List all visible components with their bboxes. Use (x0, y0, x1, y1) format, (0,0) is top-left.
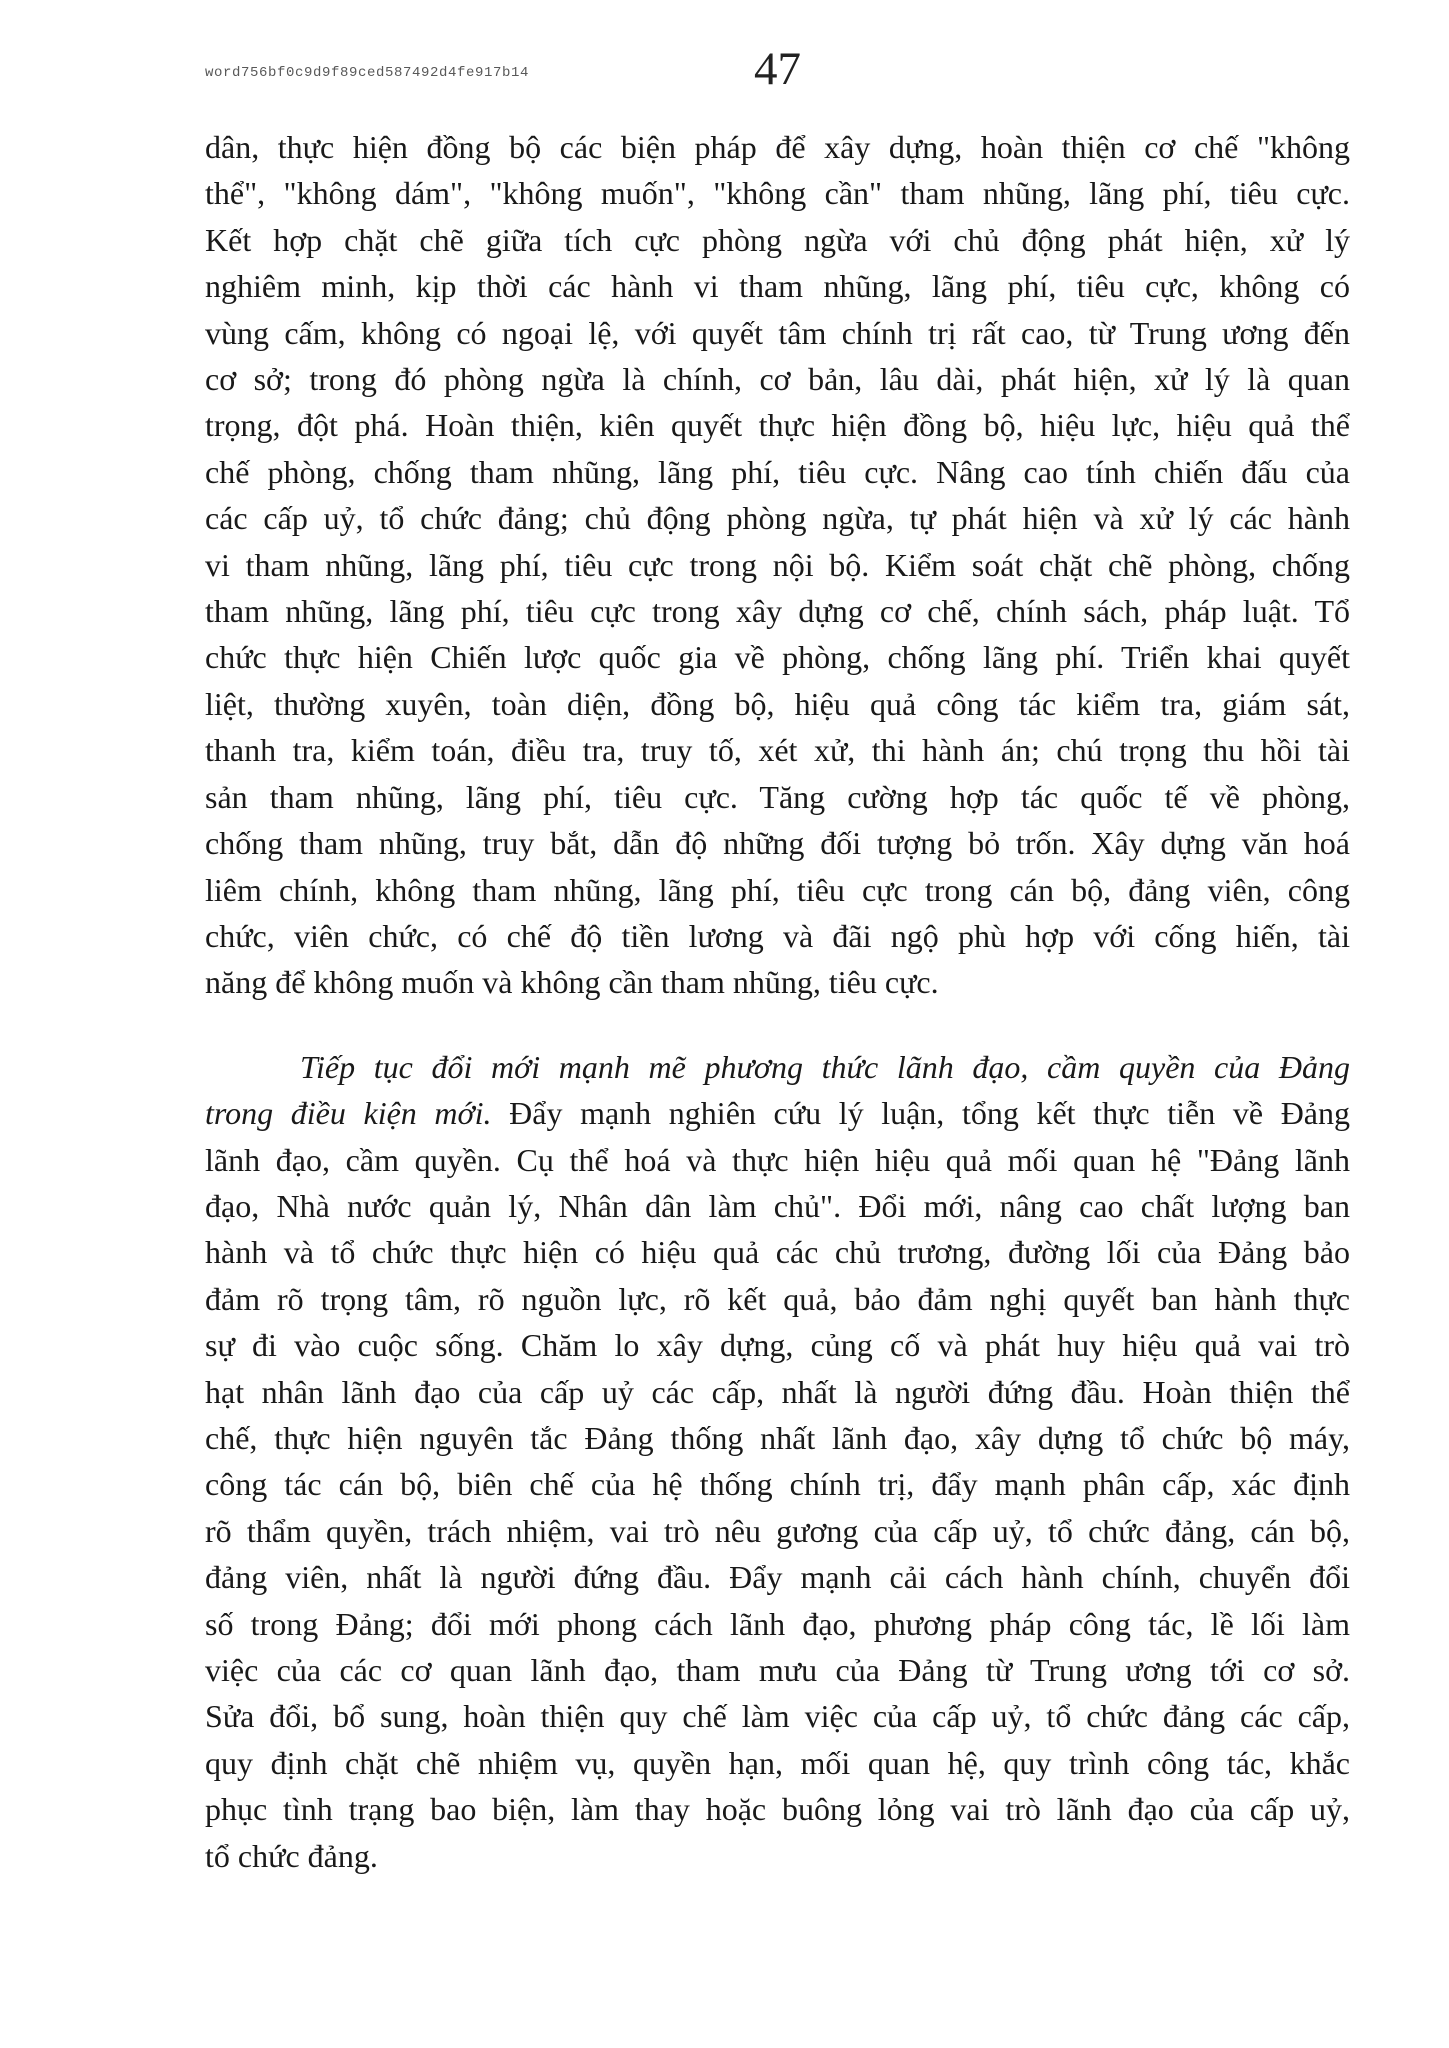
text-segment: Sửa đổi, bổ sung, hoàn thiện quy chế làm việc của cấp uỷ, tổ chức đảng các cấp, (205, 1698, 1350, 1735)
text-segment: trọng, đột phá. Hoàn thiện, kiên quyết thực hiện đồng bộ, hiệu lực, hiệu quả thể (205, 407, 1350, 444)
text-segment: tổ chức đảng. (205, 1837, 378, 1874)
text-segment: dân, thực hiện đồng bộ các biện pháp để xây dựng, hoàn thiện cơ chế "không (205, 129, 1350, 165)
text-line (205, 1833, 1350, 1879)
text-line (205, 634, 1350, 680)
text-segment: sản tham nhũng, lãng phí, tiêu cực. Tăng cường hợp tác quốc tế về phòng, (205, 778, 1350, 815)
paragraph-1 (205, 124, 1350, 1006)
text-line (205, 1554, 1350, 1600)
text-line (205, 1276, 1350, 1322)
text-line (205, 1183, 1350, 1229)
text-line (205, 170, 1350, 216)
italic-text-segment: Tiếp tục đổi mới mạnh mẽ phương thức lãnh đạo, cầm quyền của Đảng (300, 1048, 1350, 1085)
text-segment: chế phòng, chống tham nhũng, lãng phí, tiêu cực. Nâng cao tính chiến đấu của (205, 453, 1350, 490)
text-segment: quy định chặt chẽ nhiệm vụ, quyền hạn, mối quan hệ, quy trình công tác, khắc (205, 1744, 1350, 1781)
text-segment: đảng viên, nhất là người đứng đầu. Đẩy mạnh cải cách hành chính, chuyển đổi (205, 1559, 1350, 1596)
text-segment: việc của các cơ quan lãnh đạo, tham mưu của Đảng từ Trung ương tới cơ sở. (205, 1652, 1350, 1688)
text-line (205, 217, 1350, 263)
text-line (205, 820, 1350, 866)
paragraph-2 (205, 1044, 1350, 1879)
text-segment: liệt, thường xuyên, toàn diện, đồng bộ, hiệu quả công tác kiểm tra, giám sát, (205, 685, 1350, 722)
text-segment: chế, thực hiện nguyên tắc Đảng thống nhất lãnh đạo, xây dựng tổ chức bộ máy, (205, 1419, 1350, 1456)
text-segment: nghiêm minh, kịp thời các hành vi tham nhũng, lãng phí, tiêu cực, không có (205, 268, 1350, 305)
text-line (205, 867, 1350, 913)
text-line (205, 124, 1350, 170)
text-segment: rõ thẩm quyền, trách nhiệm, vai trò nêu gương của cấp uỷ, tổ chức đảng, cán bộ, (205, 1512, 1350, 1549)
text-line (205, 495, 1350, 541)
text-line (205, 1229, 1350, 1275)
text-line (205, 1786, 1350, 1832)
document-id: word756bf0c9d9f89ced587492d4fe917b14 (205, 65, 530, 81)
text-segment: đạo, Nhà nước quản lý, Nhân dân làm chủ". Đổi mới, nâng cao chất lượng ban (205, 1187, 1350, 1224)
text-segment: số trong Đảng; đổi mới phong cách lãnh đạo, phương pháp công tác, lề lối làm (205, 1605, 1350, 1642)
text-line (205, 356, 1350, 402)
text-segment: Đẩy mạnh nghiên cứu lý luận, tổng kết thực tiễn về Đảng (509, 1095, 1351, 1132)
text-segment: các cấp uỷ, tổ chức đảng; chủ động phòng ngừa, tự phát hiện và xử lý các hành (205, 500, 1350, 537)
text-line (205, 1601, 1350, 1647)
text-line (205, 913, 1350, 959)
text-segment: lãnh đạo, cầm quyền. Cụ thể hoá và thực hiện hiệu quả mối quan hệ "Đảng lãnh (205, 1141, 1350, 1178)
text-segment: vùng cấm, không có ngoại lệ, với quyết tâm chính trị rất cao, từ Trung ương đến (205, 314, 1350, 351)
text-segment: tham nhũng, lãng phí, tiêu cực trong xây dựng cơ chế, chính sách, pháp luật. Tổ (205, 593, 1350, 630)
italic-text-segment: trong điều kiện mới. (205, 1095, 510, 1132)
text-line (205, 1461, 1350, 1507)
text-segment: chức, viên chức, có chế độ tiền lương và đãi ngộ phù hợp với cống hiến, tài (205, 917, 1350, 954)
text-line (205, 402, 1350, 448)
text-line (205, 588, 1350, 634)
text-line (205, 959, 1350, 1005)
text-segment: hạt nhân lãnh đạo của cấp uỷ các cấp, nhất là người đứng đầu. Hoàn thiện thể (205, 1373, 1350, 1410)
text-segment: đảm rõ trọng tâm, rõ nguồn lực, rõ kết quả, bảo đảm nghị quyết ban hành thực (205, 1280, 1350, 1317)
text-line (205, 1508, 1350, 1554)
text-line (205, 727, 1350, 773)
text-segment: vi tham nhũng, lãng phí, tiêu cực trong nội bộ. Kiểm soát chặt chẽ phòng, chống (205, 546, 1350, 583)
text-line (205, 1740, 1350, 1786)
page-number: 47 (754, 43, 801, 95)
text-segment: phục tình trạng bao biện, làm thay hoặc buông lỏng vai trò lãnh đạo của cấp uỷ, (205, 1791, 1350, 1828)
text-line (205, 1415, 1350, 1461)
text-line (205, 542, 1350, 588)
text-segment: liêm chính, không tham nhũng, lãng phí, tiêu cực trong cán bộ, đảng viên, công (205, 871, 1350, 908)
text-segment: hành và tổ chức thực hiện có hiệu quả các chủ trương, đường lối của Đảng bảo (205, 1234, 1350, 1271)
text-segment: chức thực hiện Chiến lược quốc gia về phòng, chống lãng phí. Triển khai quyết (205, 639, 1350, 676)
text-line (205, 1090, 1350, 1136)
text-line (205, 1137, 1350, 1183)
text-segment: sự đi vào cuộc sống. Chăm lo xây dựng, củng cố và phát huy hiệu quả vai trò (205, 1327, 1350, 1364)
document-body (205, 124, 1350, 1879)
text-line (205, 774, 1350, 820)
text-segment: thể", "không dám", "không muốn", "không cần" tham nhũng, lãng phí, tiêu cực. (205, 175, 1350, 212)
text-segment: công tác cán bộ, biên chế của hệ thống chính trị, đẩy mạnh phân cấp, xác định (205, 1466, 1350, 1503)
text-line (205, 449, 1350, 495)
text-line (205, 1369, 1350, 1415)
text-segment: cơ sở; trong đó phòng ngừa là chính, cơ bản, lâu dài, phát hiện, xử lý là quan (205, 361, 1350, 398)
text-line (205, 681, 1350, 727)
text-line (205, 1044, 1350, 1090)
text-segment: Kết hợp chặt chẽ giữa tích cực phòng ngừa với chủ động phát hiện, xử lý (205, 221, 1350, 258)
text-line (205, 1693, 1350, 1739)
text-line (205, 263, 1350, 309)
text-line (205, 1647, 1350, 1693)
text-segment: năng để không muốn và không cần tham nhũng, tiêu cực. (205, 964, 939, 1001)
text-line (205, 310, 1350, 356)
text-segment: thanh tra, kiểm toán, điều tra, truy tố, xét xử, thi hành án; chú trọng thu hồi tài (205, 732, 1350, 769)
text-line (205, 1322, 1350, 1368)
text-segment: chống tham nhũng, truy bắt, dẫn độ những đối tượng bỏ trốn. Xây dựng văn hoá (205, 825, 1350, 862)
